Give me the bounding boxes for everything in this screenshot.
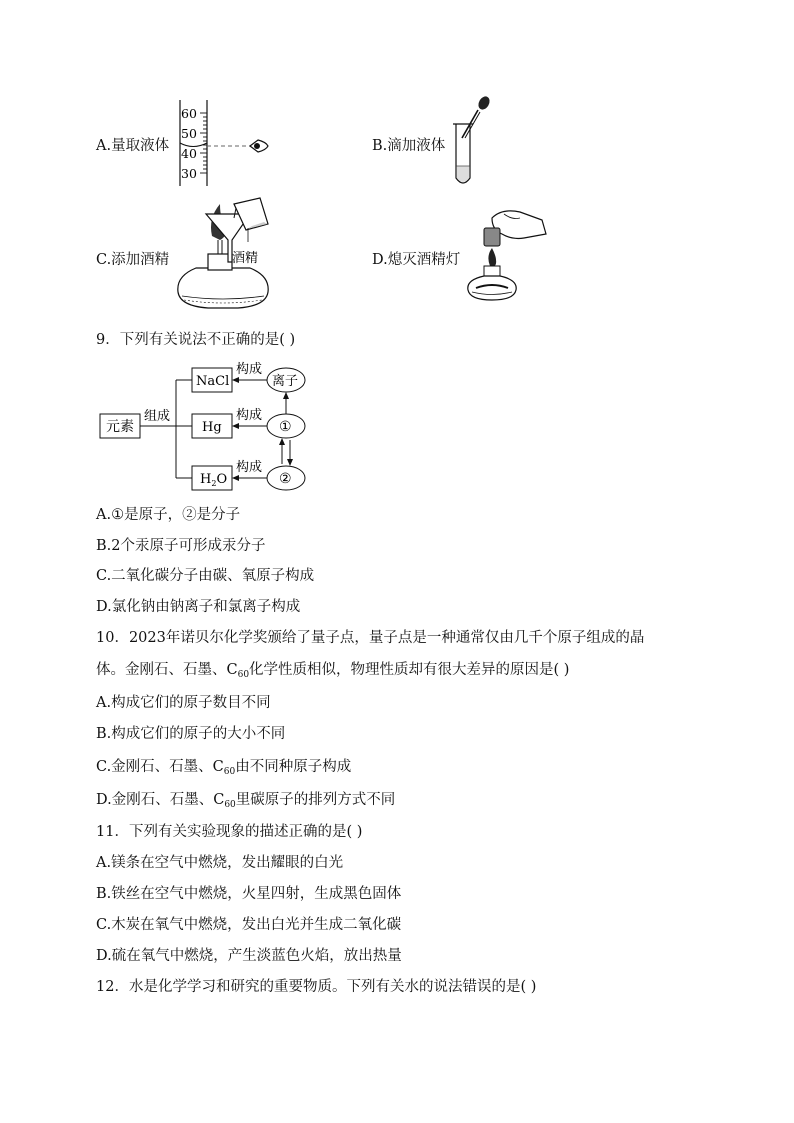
circle-one: ① — [279, 419, 292, 435]
q10-option-c: C.金刚石、石墨、$C_{60}$由不同种原子构成 — [96, 759, 352, 777]
tick-40: 40 — [181, 146, 197, 161]
compose-label: 组成 — [144, 409, 171, 424]
option-c-add-alcohol: C.添加酒精 — [96, 252, 170, 268]
question-9-stem: 9．下列有关说法不正确的是( ) — [96, 332, 296, 348]
element-label: 元素 — [106, 419, 134, 435]
h2o-h: H — [200, 472, 212, 487]
q9-option-c: C.二氧化碳分子由碳、氧原子构成 — [96, 568, 315, 584]
graduated-cylinder-figure — [170, 98, 280, 188]
q9-option-b: B.2个汞原子可形成汞分子 — [96, 538, 266, 554]
extinguish-lamp-figure — [462, 204, 552, 304]
make-label-1: 构成 — [236, 362, 263, 377]
q9-option-d: D.氯化钠由钠离子和氯离子构成 — [96, 599, 301, 615]
eye-icon — [250, 140, 268, 152]
q10-option-d: D.金刚石、石墨、$C_{60}$里碳原子的排列方式不同 — [96, 792, 396, 810]
q10-option-a: A.构成它们的原子数目不同 — [96, 695, 271, 711]
q11-option-b: B.铁丝在空气中燃烧，火星四射，生成黑色固体 — [96, 886, 402, 902]
hg-label: Hg — [202, 420, 222, 435]
tick-30: 30 — [181, 166, 197, 181]
alcohol-label: 酒精 — [232, 251, 259, 266]
nacl-label: NaCl — [196, 374, 230, 389]
make-label-3: 构成 — [236, 460, 263, 475]
q10-option-b: B.构成它们的原子的大小不同 — [96, 726, 286, 742]
circle-two: ② — [279, 471, 292, 487]
add-alcohol-lamp-figure — [168, 196, 278, 314]
question-10-line-2: 体。金刚石、石墨、$C_{60}$化学性质相似，物理性质却有很大差异的原因是( ) — [96, 662, 570, 680]
ion-label: 离子 — [272, 374, 299, 389]
composition-diagram — [96, 358, 316, 498]
question-12-stem: 12．水是化学学习和研究的重要物质。下列有关水的说法错误的是( ) — [96, 979, 537, 995]
option-b-drop-liquid: B.滴加液体 — [372, 138, 446, 154]
dropper-test-tube-figure — [448, 94, 498, 192]
question-11-stem: 11．下列有关实验现象的描述正确的是( ) — [96, 824, 363, 840]
h2o-o: O — [216, 472, 228, 487]
question-10-line-1: 10．2023年诺贝尔化学奖颁给了量子点，量子点是一种通常仅由几千个原子组成的晶 — [96, 630, 645, 646]
q11-option-a: A.镁条在空气中燃烧，发出耀眼的白光 — [96, 855, 344, 871]
tick-50: 50 — [181, 126, 197, 141]
option-d-extinguish-lamp: D.熄灭酒精灯 — [372, 252, 461, 268]
make-label-2: 构成 — [236, 408, 263, 423]
h2o-sub: 2 — [211, 479, 217, 488]
q11-option-d: D.硫在氧气中燃烧，产生淡蓝色火焰，放出热量 — [96, 948, 402, 964]
tick-60: 60 — [181, 106, 197, 121]
option-a-measure-liquid: A.量取液体 — [96, 138, 170, 154]
q11-option-c: C.木炭在氧气中燃烧，发出白光并生成二氧化碳 — [96, 917, 402, 933]
q9-option-a: A.①是原子，②是分子 — [96, 507, 241, 523]
